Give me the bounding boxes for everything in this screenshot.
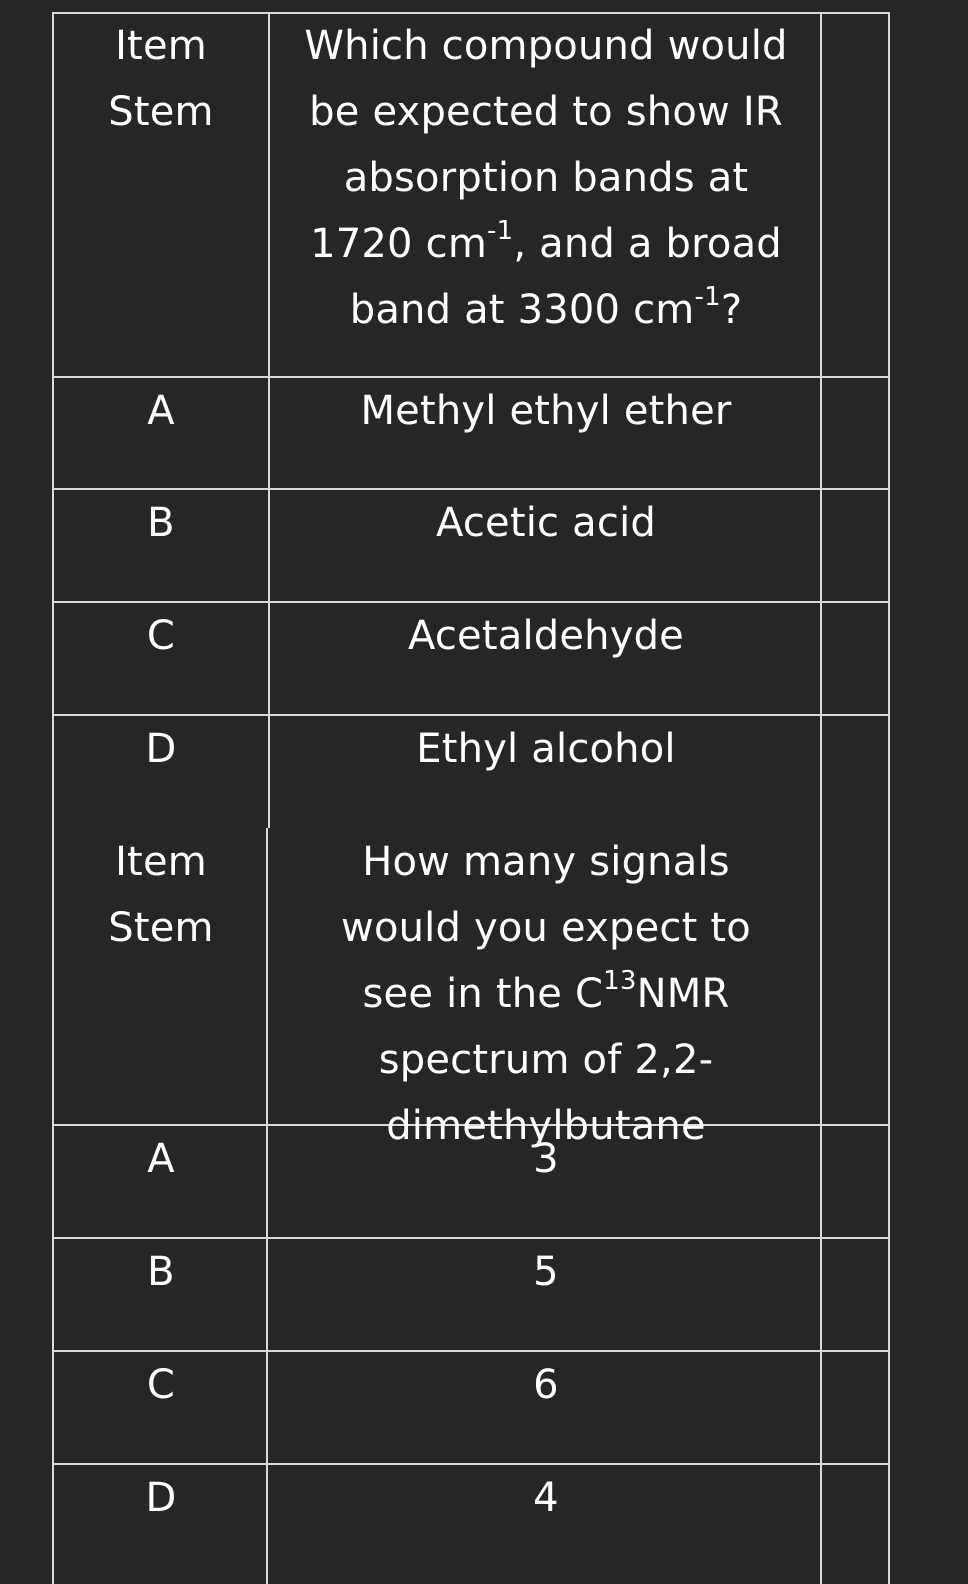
option-letter: A xyxy=(147,1136,175,1182)
item-stem-text xyxy=(270,829,822,1159)
item-stem-label: Item Stem xyxy=(108,839,214,951)
option-letter: B xyxy=(147,500,175,546)
superscript: -1 xyxy=(694,281,721,312)
item-stem-text xyxy=(270,13,822,343)
superscript: 13 xyxy=(603,965,637,996)
option-letter: C xyxy=(146,1362,176,1408)
option-letter: B xyxy=(147,1249,175,1295)
stem-text-part: , and a broad band at 3300 cm xyxy=(349,221,782,333)
option-text: 6 xyxy=(533,1362,559,1408)
stem-text-part: Which compound would be expected to show IR absorption bands at 1720 cm xyxy=(304,23,788,267)
border-left xyxy=(52,12,54,1584)
option-text: 4 xyxy=(533,1475,559,1521)
option-letter: C xyxy=(146,613,176,659)
option-letter: D xyxy=(145,726,177,772)
border-right xyxy=(888,12,890,1584)
option-text: Methyl ethyl ether xyxy=(360,388,732,434)
stem-text-part: ? xyxy=(720,287,743,333)
item-stem-label: Item Stem xyxy=(108,23,214,135)
stem-text-part: How many signals would you expect to see in the C xyxy=(341,839,751,1017)
superscript: -1 xyxy=(486,215,514,246)
option-text: 3 xyxy=(533,1136,559,1182)
option-letter: D xyxy=(145,1475,177,1521)
option-text: Acetaldehyde xyxy=(408,613,684,659)
option-text: 5 xyxy=(533,1249,559,1295)
option-text: Ethyl alcohol xyxy=(416,726,676,772)
stem-text-part: NMR spectrum of 2,2-dimethylbutane xyxy=(378,971,730,1149)
option-letter: A xyxy=(147,388,175,434)
option-text: Acetic acid xyxy=(436,500,656,546)
